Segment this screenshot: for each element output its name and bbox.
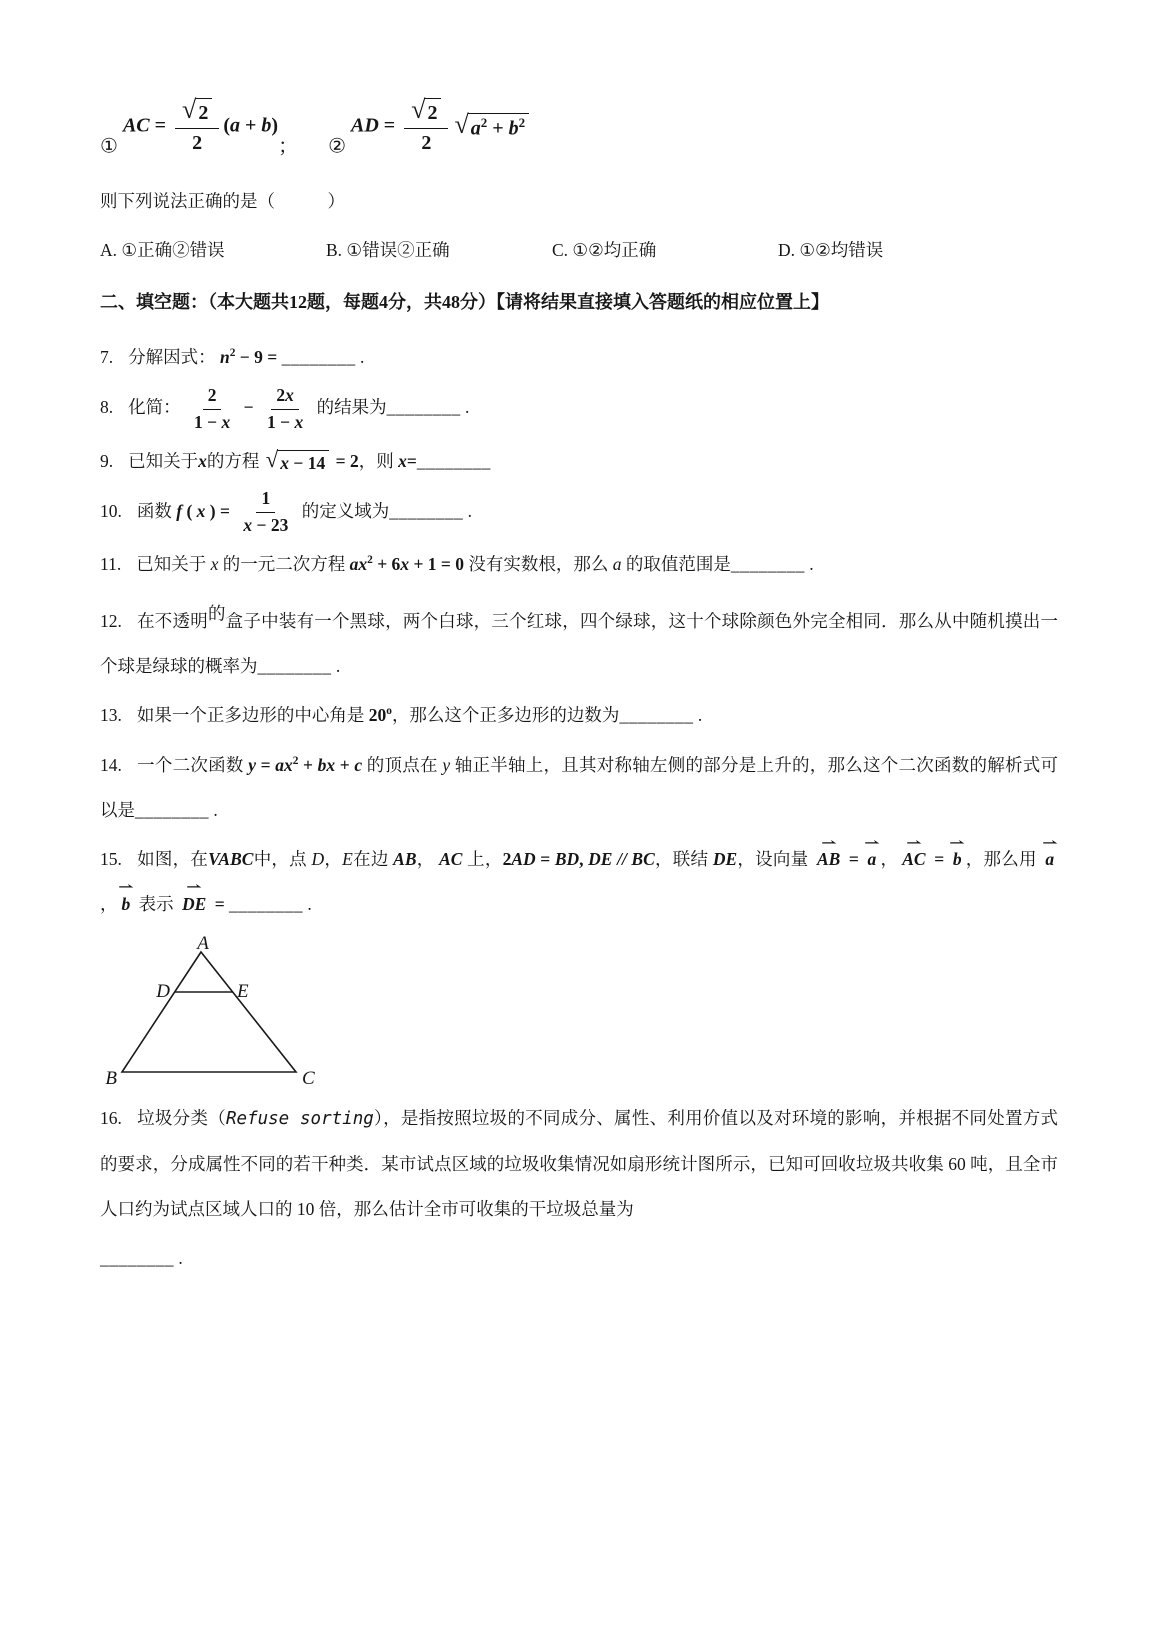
math-number: = (210, 893, 230, 914)
math-variable: a (1045, 849, 1055, 870)
math-variable: x (294, 411, 304, 432)
label-A: A (197, 933, 209, 955)
triangle-figure (104, 933, 1058, 1090)
math-variable: // (612, 849, 632, 870)
text-segment: . (463, 500, 472, 521)
question-9 (100, 439, 1058, 484)
text-segment: 在不透明 (136, 611, 208, 631)
question-number: 10. (100, 500, 122, 521)
math-variable: x (210, 554, 219, 575)
text-segment: ，则 (358, 450, 399, 471)
radical-icon: √ (265, 447, 279, 473)
text-segment: ，联结 (654, 849, 713, 870)
text-segment: . (174, 1248, 183, 1269)
option-d: D. ①②均错误 (778, 239, 884, 260)
math-number: − (239, 397, 258, 418)
option-b: B. ①错误②正确 (326, 239, 450, 260)
text-segment: . (209, 799, 218, 820)
question-body (136, 488, 472, 536)
question-number: 14. (100, 754, 122, 775)
radical-icon: √ (182, 95, 197, 124)
math-number: = (844, 849, 864, 870)
answer-blank: ________ (135, 799, 209, 820)
text-segment: . (693, 705, 703, 726)
math-number: ) (271, 114, 279, 137)
answer-blank: ________ (100, 1248, 174, 1269)
math-number: − 14 (289, 453, 326, 474)
text-segment: 轴正半轴上，且其对称轴左侧的部分是上升的，那么这个二次函数的解析式可以是 (100, 754, 1058, 820)
text-segment: 上， (462, 849, 503, 870)
vector-arrow-icon: ⇀ (1041, 835, 1058, 850)
math-variable: y (442, 754, 451, 775)
math-variable: AC (439, 849, 463, 870)
math-variable: DE (712, 849, 738, 870)
radical-icon: √ (411, 95, 426, 124)
text-segment: ； (278, 135, 329, 158)
section-title: 二、填空题：（本大题共12题，每题4分，共48分）【请将结果直接填入答题纸的相应位置上】 (100, 292, 829, 313)
text-segment: . (460, 397, 470, 418)
math-sqrt (454, 109, 529, 142)
math-variable: ax (275, 754, 293, 775)
math-variable: bx (317, 754, 336, 775)
text-segment: . (331, 655, 341, 676)
text-segment: . (804, 554, 814, 575)
text-segment: ① (100, 135, 123, 158)
text-segment: 一个二次函数 (136, 754, 249, 775)
math-variable: DE (588, 849, 613, 870)
answer-blank: ________ (257, 655, 332, 676)
math-number: 2 (427, 102, 438, 124)
question-number: 13. (100, 705, 122, 726)
math-number: 2 (192, 132, 203, 154)
text-segment: 的顶点在 (362, 754, 443, 775)
vector-arrow-icon: ⇀ (186, 880, 203, 895)
vector-arrow-icon: ⇀ (863, 835, 880, 850)
math-superscript: 2 (367, 554, 373, 567)
math-variable: b (508, 117, 519, 140)
text-segment: 的结果为 (312, 397, 387, 418)
math-variable: AD (511, 849, 536, 870)
math-variable: AC (902, 849, 926, 870)
math-number: , (579, 849, 589, 870)
math-variable: x (398, 450, 407, 471)
math-sqrt (265, 447, 329, 475)
math-superscript: 2 (292, 755, 299, 768)
question-number: 7. (100, 347, 114, 368)
math-variable: x (221, 411, 231, 432)
question-7 (100, 335, 1058, 380)
math-number: 1 − (194, 411, 222, 432)
question-number: 9. (100, 450, 114, 471)
text-segment: . (303, 893, 312, 914)
question-body (128, 447, 491, 474)
math-number: = (149, 114, 172, 137)
text-segment: ，设向量 (737, 849, 813, 870)
math-variable: x (280, 453, 289, 474)
math-number: 2 (502, 849, 512, 870)
question-16 (100, 1096, 1058, 1231)
question-body (100, 755, 1058, 820)
label-B: B (105, 1068, 117, 1090)
math-fraction (175, 95, 219, 156)
label-D: D (156, 981, 170, 1003)
math-variable: AC (122, 114, 150, 137)
math-number: 2 (207, 384, 217, 405)
math-superscript: o (386, 705, 392, 718)
math-variable: b (121, 893, 131, 914)
math-variable: BC (631, 849, 655, 870)
math-number: = (378, 114, 401, 137)
triangle-outline (122, 952, 296, 1072)
text-segment: 表示 (134, 893, 178, 914)
question-body (136, 554, 813, 574)
given-formulas (100, 84, 1058, 175)
question-number: 12. (100, 611, 122, 631)
answer-blank: ________ (619, 705, 694, 726)
math-number: 2 (276, 384, 286, 405)
math-variable: a (229, 114, 240, 137)
text-segment: 如果一个正多边形的中心角是 (136, 705, 369, 726)
math-variable: BD (554, 849, 580, 870)
answer-blank: ________ (730, 554, 805, 575)
math-fraction (238, 488, 293, 537)
question-13 (100, 693, 1058, 738)
math-number: ( (223, 114, 230, 137)
option-c: C. ①②均正确 (552, 239, 657, 260)
question-body (100, 1248, 183, 1268)
text-segment: 如图，在 (136, 849, 209, 870)
text-segment: ， (324, 849, 343, 870)
math-variable: ax (349, 554, 368, 575)
math-variable: c (354, 754, 363, 775)
vector-arrow-icon: ⇀ (117, 880, 134, 895)
math-vector (863, 835, 880, 882)
math-vector (949, 835, 966, 882)
math-variable: AB (393, 849, 417, 870)
text-segment: 分解因式： (128, 347, 220, 368)
text-segment: 函数 (136, 500, 177, 521)
question-number: 15. (100, 849, 122, 870)
math-variable: a (867, 849, 877, 870)
option-a: A. ①正确②错误 (100, 239, 225, 260)
math-number: = (929, 849, 949, 870)
answer-blank: ________ (281, 347, 356, 368)
text-segment: 垃圾分类（ (136, 1108, 226, 1129)
text-segment: 已知关于 (136, 554, 211, 575)
options-row (100, 234, 1058, 267)
question-prompt: 则下列说法正确的是（ ） (100, 190, 345, 211)
question-number: 11. (100, 554, 122, 575)
math-variable: DE (182, 893, 207, 914)
math-variable: f (176, 500, 183, 521)
math-number: = (535, 849, 555, 870)
math-vector (1041, 835, 1058, 882)
text-segment: 的一元二次方程 (218, 554, 350, 575)
math-variable: a (612, 554, 622, 575)
question-12 (100, 592, 1058, 689)
math-superscript: 2 (518, 114, 526, 130)
question-15 (100, 837, 1058, 926)
math-number: + (335, 754, 355, 775)
text-segment: ， (416, 849, 440, 870)
english-term: Refuse sorting (226, 1109, 374, 1130)
text-segment: ， (100, 893, 118, 914)
math-number: = 2 (331, 450, 359, 471)
question-10 (100, 488, 1058, 537)
text-segment: ② (328, 135, 351, 158)
question-number: 8. (100, 397, 114, 418)
math-superscript: 2 (229, 347, 236, 360)
question-8 (100, 385, 1058, 434)
question-body (128, 347, 364, 367)
math-number: + (298, 754, 318, 775)
math-variable: AD (351, 114, 379, 137)
text-segment: 盒子中装有一个黑球，两个白球，三个红球，四个绿球，这十个球除颜色外完全相同．那么从中随机摸出一个球是绿球的概率为 (100, 611, 1059, 676)
math-variable: a (470, 117, 481, 140)
question-body (137, 705, 702, 725)
text-segment: . (355, 347, 365, 368)
math-variable: D (311, 849, 325, 870)
math-variable: x (243, 515, 253, 536)
math-variable: x (196, 500, 206, 521)
math-variable: E (342, 849, 353, 870)
math-sqrt (411, 95, 441, 126)
text-segment: 中，点 (253, 849, 312, 870)
vector-arrow-icon: ⇀ (906, 835, 922, 850)
math-variable: AB (816, 849, 841, 870)
question-body (100, 1108, 1058, 1218)
math-number: + (239, 114, 262, 137)
vector-arrow-icon: ⇀ (820, 835, 837, 850)
triangle-svg (104, 933, 339, 1090)
math-vector (816, 837, 841, 882)
question-body (100, 835, 1058, 914)
math-number: ) = (205, 500, 235, 521)
math-vector (117, 880, 134, 927)
math-number: − 9 = (235, 347, 282, 368)
math-variable: x (400, 554, 410, 575)
answer-blank: ________ (386, 397, 461, 418)
text-segment: 在边 (352, 849, 394, 870)
text-segment: 已知关于 (128, 450, 199, 471)
math-fraction (189, 385, 235, 434)
math-number: = (406, 450, 417, 471)
math-fraction (262, 385, 308, 434)
text-segment: 的方程 (206, 450, 264, 471)
answer-blank: ________ (389, 500, 464, 521)
answer-blank: ________ (229, 893, 304, 914)
question-body (128, 384, 470, 432)
math-fraction (404, 95, 448, 156)
text-segment: ，那么用 (965, 849, 1042, 870)
math-number: + 1 = 0 (409, 554, 465, 575)
math-number: 1 (261, 488, 271, 509)
math-number: 2 (421, 132, 432, 154)
math-number: 2 (198, 102, 209, 124)
math-number: 1 − (266, 411, 295, 432)
math-variable: x (198, 450, 207, 471)
raised-text: 的 (207, 603, 226, 624)
question-number: 16. (100, 1108, 122, 1129)
math-variable: b (952, 849, 962, 870)
question-11 (100, 542, 1058, 587)
math-number: 20 (368, 705, 387, 726)
text-segment: 化简： (128, 397, 185, 418)
math-variable: x (285, 384, 294, 405)
radical-icon: √ (454, 109, 469, 139)
math-number: + (487, 117, 509, 140)
label-C: C (302, 1068, 315, 1090)
final-answer-blank (100, 1236, 1058, 1281)
math-number: + 6 (372, 554, 401, 575)
math-number: ( (182, 500, 197, 521)
math-variable: VABC (208, 849, 254, 870)
text-segment: ， (880, 849, 899, 870)
math-vector (181, 882, 207, 927)
math-vector (901, 837, 926, 882)
vector-arrow-icon: ⇀ (949, 835, 966, 850)
math-sqrt (182, 95, 212, 126)
answer-blank: ________ (416, 450, 491, 471)
math-number: = (256, 754, 276, 775)
text-segment: ，那么这个正多边形的边数为 (391, 705, 620, 726)
math-number: − 23 (252, 515, 289, 536)
question-body (100, 603, 1059, 676)
label-E: E (237, 981, 249, 1003)
text-segment: 没有实数根，那么 (464, 554, 613, 575)
text-segment: 的取值范围是 (621, 554, 731, 575)
math-superscript: 2 (480, 114, 488, 130)
text-segment: ），是指按照垃圾的不同成分、属性、利用价值以及对环境的影响，并根据不同处置方式的要求，分成属性不同的若干种类．某市试点区域的垃圾收集情况如扇形统计图所示，已知可回收垃圾共收集 60 吨，且全市人口约为试点区域人口的 10 倍，那么估计全市可收集的干垃圾总量为 (100, 1108, 1059, 1219)
question-14 (100, 743, 1058, 832)
text-segment: 的定义域为 (297, 500, 390, 521)
math-variable: y (248, 754, 257, 775)
math-variable: n (220, 347, 230, 368)
math-variable: b (261, 114, 272, 137)
